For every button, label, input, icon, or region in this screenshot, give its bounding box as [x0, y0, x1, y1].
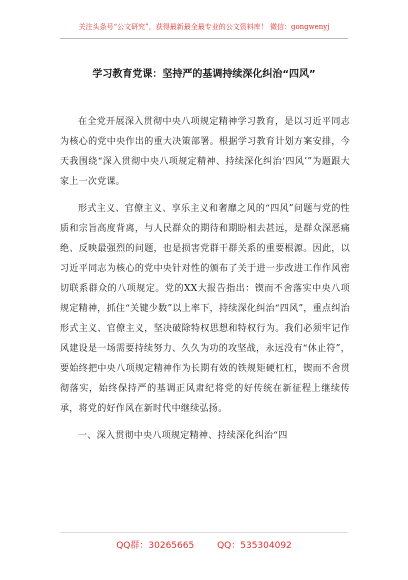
footer-divider — [60, 532, 348, 533]
paragraph-text: 一、深入贯彻中央八项规定精神、持续深化纠治“四 — [78, 431, 288, 441]
page-header: 关注头条号“公文研究”，获得最新最全最专业的公文资料库！ 微信：gongwenyj — [78, 23, 330, 31]
paragraph — [60, 112, 350, 192]
paragraph-text: 在全党开展深入贯彻中央八项规定精神学习教育，是以习近平同志为核心的党中央作出的重大决策部署。根据学习教育计划方案安排，今天我围绕“深入贯彻中央八项规定精神、持续深化纠治‘四风’”为题跟大家上一次党课。 — [60, 117, 350, 187]
paragraph — [60, 199, 350, 419]
footer-qq-group: QQ群：30265665 — [116, 541, 195, 551]
page-footer — [0, 538, 408, 551]
footer-qq: QQ：535304092 — [217, 541, 292, 551]
document-title: 学习教育党课：坚持严的基调持续深化纠治“四风” — [92, 69, 316, 80]
paragraph-text: 形式主义、官僚主义、享乐主义和奢靡之风的“四风”问题与党的性质和宗旨高度背离，与人民群众的期待和期盼相去甚远，是群众深恶痛绝、反映最强烈的问题，也是损害党群干群关系的重要根源。因此，以习近平同志为核心的党中央针对性的颁布了关于进一步改进工作作风密切联系群众的八项规定。党的XX大报告指出：锲而不舍落实中央八项规定精神，抓住“关键少数”以上率下，持续深化纠治“四风”，重点纠治形式主义、官僚主义，坚决破除特权思想和特权行为。我们必须牢记作风建设是一场需要持续努力、久久为功的攻坚战，永远没有“休止符”，要始终把中央八项规定精神作为长期有效的铁规矩硬杠杠，锲而不舍贯彻落实，始终保持严的基调正风肃纪将党的好传统在新征程上继续传承，将党的好作风在新时代中继续弘扬。 — [60, 204, 350, 414]
paragraph — [60, 426, 350, 446]
header-divider — [60, 38, 348, 39]
document-body — [60, 112, 350, 453]
